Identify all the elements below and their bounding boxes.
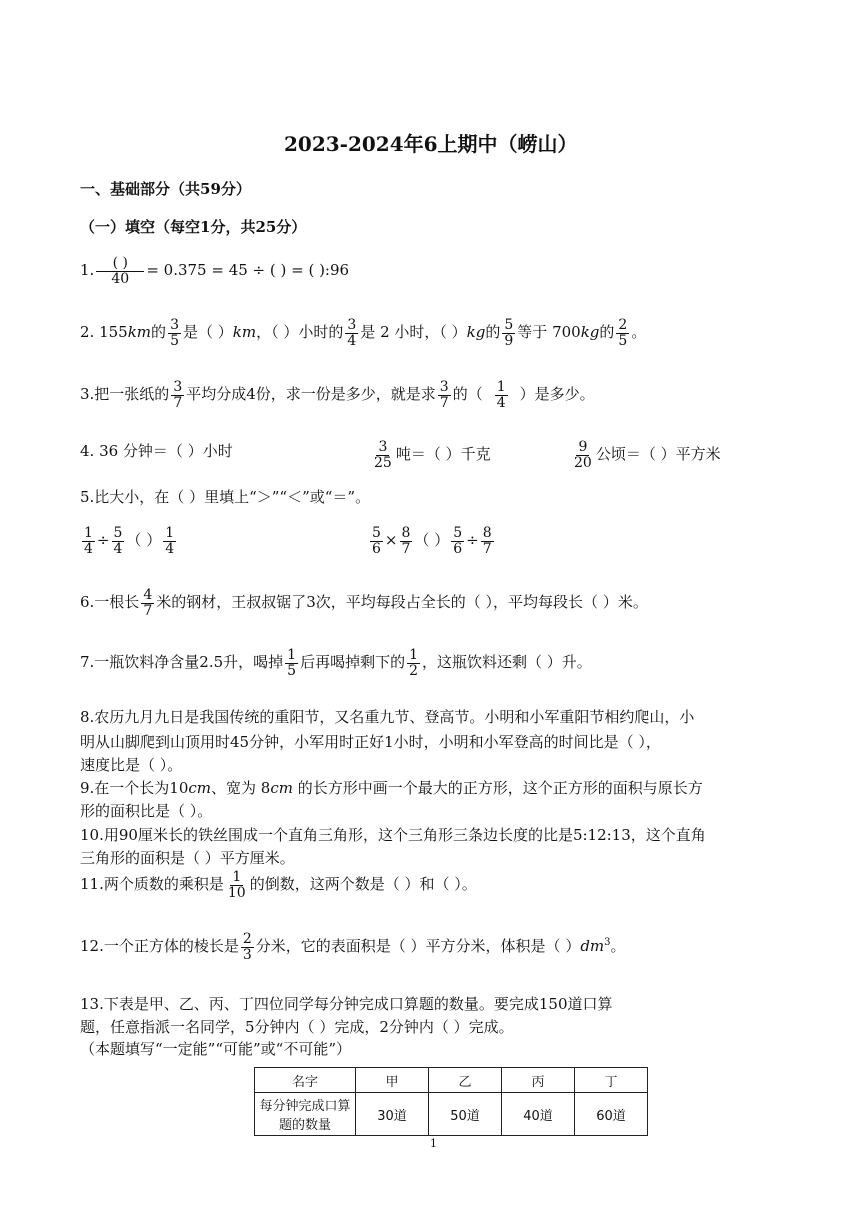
fraction: $\frac{1}{4}$: [496, 379, 506, 411]
fraction: $\frac{1}{4}$: [165, 525, 175, 557]
fraction: $\frac{8}{7}$: [401, 525, 411, 557]
question-text: = 0.375 = 45 ÷ ( ) = ( ):96: [146, 261, 350, 280]
answer-blank: （ ）: [414, 531, 450, 550]
fraction: $\frac{2}{5}$: [618, 317, 628, 349]
question-3: 3.把一张纸的 $\frac{3}{7}$ 平均分成4份，求一份是多少，就是求 $\frac{3}{7}$ 的（ $\frac{1}{4}$ ）是多少。: [80, 379, 595, 411]
question-13-line-2: 题，任意指派一名同学，5分钟内（ ）完成，2分钟内（ ）完成。: [80, 1018, 514, 1036]
table-cell: 30道: [356, 1093, 429, 1136]
fraction: $\frac{5}{4}$: [113, 525, 123, 557]
fraction: $\frac{3}{4}$: [347, 317, 357, 349]
fraction: $\frac{2}{3}$: [242, 931, 252, 963]
question-8-line-1: 8.农历九月九日是我国传统的重阳节，又名重九节、登高节。小明和小军重阳节相约爬山，小: [80, 708, 695, 726]
fraction: $\frac{3}{7}$: [439, 379, 449, 411]
question-13-line-3: （本题填写“一定能”“可能”或“不可能”）: [80, 1040, 352, 1058]
fraction: $\frac{1}{2}$: [409, 647, 419, 679]
question-5: 5.比大小，在（ ）里填上“＞”“＜”或“＝”。: [80, 488, 371, 506]
answer-blank: （ ）: [126, 531, 162, 550]
table-header-cell: 名字: [255, 1068, 356, 1093]
fraction: $\frac{( )}{40}$: [96, 256, 144, 286]
table-header-cell: 丁: [575, 1068, 648, 1093]
fraction: $\frac{1}{10}$: [227, 869, 246, 901]
compare-expression-2: $\frac{5}{6}$ × $\frac{8}{7}$ （ ） $\frac{5}{6}$ ÷ $\frac{8}{7}$: [372, 525, 492, 557]
question-9-line-2: 形的面积比是（ ）。: [80, 802, 213, 820]
table-row-label: 每分钟完成口算题的数量: [255, 1093, 356, 1136]
table-header-cell: 乙: [429, 1068, 502, 1093]
question-11: 11.两个质数的乘积是 $\frac{1}{10}$ 的倒数，这两个数是（ ）和（ ）。: [80, 869, 477, 901]
table-row: [255, 1093, 648, 1136]
fraction: $\frac{3}{7}$: [173, 379, 183, 411]
question-8-line-3: 速度比是（ ）。: [80, 756, 183, 774]
question-13-line-1: 13.下表是甲、乙、丙、丁四位同学每分钟完成口算题的数量。要完成150道口算: [80, 995, 613, 1013]
question-12: 12.一个正方体的棱长是 $\frac{2}{3}$ 分米，它的表面积是（ ）平方分米，体积是（ ）$dm^3$。: [80, 931, 626, 963]
section-heading: 一、基础部分（共59分）: [80, 180, 251, 198]
question-10-line-1: 10.用90厘米长的铁丝围成一个直角三角形，这个三角形三条边长度的比是5:12:13，这个直角: [80, 826, 706, 844]
fraction: $\frac{1}{4}$: [84, 525, 93, 557]
compare-expression-1: $\frac{1}{4}$ ÷ $\frac{5}{4}$ （ ） $\frac{1}{4}$: [84, 525, 175, 557]
fraction: $\frac{5}{6}$: [372, 525, 381, 557]
fraction: $\frac{4}{7}$: [143, 587, 153, 619]
question-9-line-1: 9.在一个长为10cm、宽为 8cm 的长方形中画一个最大的正方形，这个正方形的面积与原长方: [80, 779, 703, 797]
fraction: $\frac{9}{20}$: [574, 439, 592, 471]
table-header-cell: 甲: [356, 1068, 429, 1093]
subsection-heading: （一）填空（每空1分，共25分）: [80, 218, 307, 236]
question-4: 4. 36 分钟＝（ ）小时 $\frac{3}{25}$ 吨＝（ ）千克 $\frac{9}{20}$ 公顷＝（ ）平方米: [80, 439, 721, 471]
question-8-line-2: 明从山脚爬到山顶用时45分钟，小军用时正好1小时，小明和小军登高的时间比是（ ），: [80, 733, 661, 751]
page-title: 2023-2024年6上期中（崂山）: [284, 132, 578, 156]
table-cell: 40道: [502, 1093, 575, 1136]
table-cell: 50道: [429, 1093, 502, 1136]
table-header-cell: 丙: [502, 1068, 575, 1093]
fraction: $\frac{3}{25}$: [374, 439, 392, 471]
data-table: [254, 1067, 648, 1136]
question-number: 1.: [80, 261, 95, 280]
question-1: [80, 256, 349, 286]
fraction: $\frac{1}{5}$: [287, 647, 297, 679]
question-6: 6.一根长 $\frac{4}{7}$ 米的钢材，王叔叔锯了3次，平均每段占全长的（ ），平均每段长（ ）米。: [80, 587, 648, 619]
question-10-line-2: 三角形的面积是（ ）平方厘米。: [80, 849, 295, 867]
page-number: 1: [430, 1137, 437, 1150]
question-7: 7.一瓶饮料净含量2.5升，喝掉 $\frac{1}{5}$ 后再喝掉剩下的 $\frac{1}{2}$ ，这瓶饮料还剩（ ）升。: [80, 647, 592, 679]
fraction: $\frac{5}{9}$: [504, 317, 514, 349]
fraction: $\frac{5}{6}$: [453, 525, 463, 557]
table-cell: 60道: [575, 1093, 648, 1136]
table-header-row: [255, 1068, 648, 1093]
question-2: 2. 155km的 $\frac{3}{5}$ 是（ ）km，（ ）小时的 $\frac{3}{4}$ 是 2 小时，（ ）kg的 $\frac{5}{9}$ 等于 700kg的 $\frac{2}{5}$ 。: [80, 317, 647, 349]
fraction: $\frac{3}{5}$: [170, 317, 179, 349]
fraction: $\frac{8}{7}$: [482, 525, 492, 557]
